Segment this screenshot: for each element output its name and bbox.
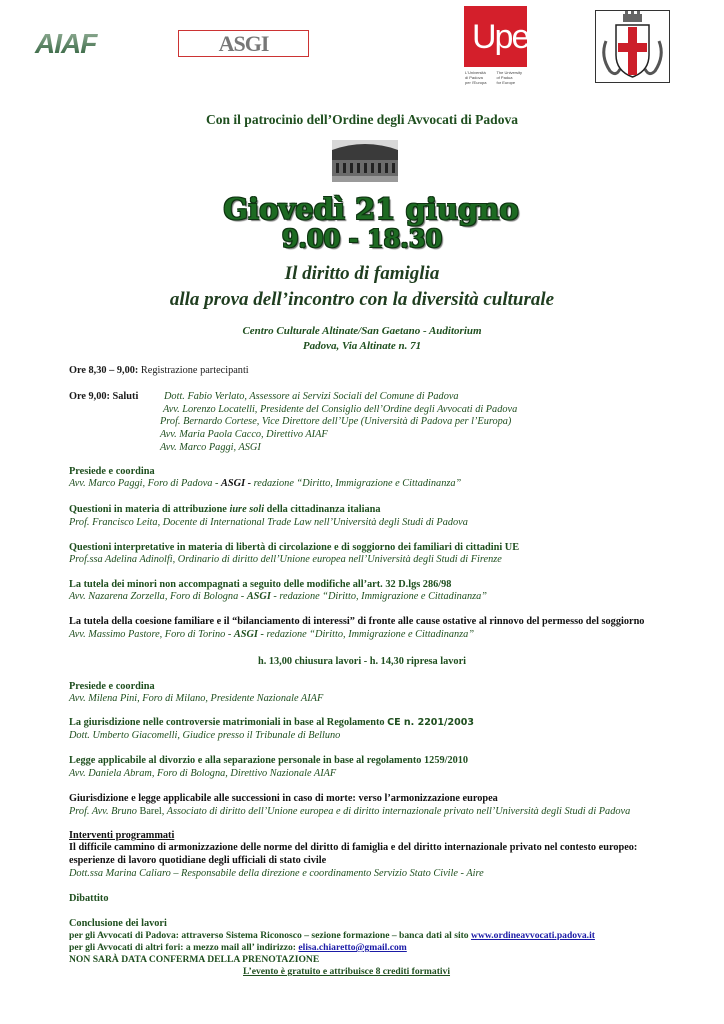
greeting-item: Dott. Fabio Verlato, Assessore ai Servizi Sociali del Comune di Padova (164, 391, 459, 402)
talk-speaker: Avv. Daniela Abram, Foro di Bologna, Direttivo Nazionale AIAF (69, 768, 337, 779)
chair-label-morning: Presiede e coordina (69, 466, 155, 477)
chair-morning: Avv. Marco Paggi, Foro di Padova - ASGI - redazione “Diritto, Immigrazione e Cittadinanza” (69, 478, 462, 489)
talk-title: La giurisdizione nelle controversie matrimoniali in base al Regolamento CE n. 2201/2003 (69, 717, 474, 728)
talk-title: Questioni interpretative in materia di libertà di circolazione e di soggiorno dei familiari di cittadini UE (69, 542, 520, 553)
talk-speaker: Avv. Nazarena Zorzella, Foro di Bologna - ASGI - redazione “Diritto, Immigrazione e Cittadinanza” (69, 591, 488, 602)
event-title-line2: alla prova dell’incontro con la diversità culturale (169, 289, 555, 310)
talk-title: La tutela della coesione familiare e il “bilanciamento di interessi” di fronte alle cause ostative al rinnovo del permesso del soggiorno (69, 616, 645, 627)
interventions-label: Interventi programmati (69, 830, 175, 841)
registration-line: Ore 8,30 – 9,00: Registrazione partecipanti (69, 365, 249, 376)
talk-title: La tutela dei minori non accompagnati a seguito delle modifiche all’art. 32 D.lgs 286/98 (69, 579, 452, 590)
svg-text:Upe: Upe (472, 18, 527, 56)
asgi-logo: ASGI (178, 30, 309, 57)
talk-speaker: Prof. Francisco Leita, Docente di International Trade Law nell’Università degli Studi di Padova (69, 517, 468, 528)
talk-title: Giurisdizione e legge applicabile alle successioni in caso di morte: verso l’armonizzazione europea (69, 793, 498, 804)
greetings-label: Ore 9,00: Saluti (69, 391, 139, 402)
talk-speaker: Prof.ssa Adelina Adinolfi, Ordinario di diritto dell’Unione europea nell’Università degli Studi di Firenze (69, 554, 502, 565)
building-photo (332, 140, 398, 182)
patronage-line: Con il patrocinio dell’Ordine degli Avvocati di Padova (206, 112, 518, 127)
greeting-item: Avv. Lorenzo Locatelli, Presidente del Consiglio dell’Ordine degli Avvocati di Padova (163, 404, 518, 415)
talk-speaker: Prof. Avv. Bruno Barel, Associato di diritto dell’Unione europea e di diritto internazionale privato nell’Università degli Studi di Padova (69, 806, 631, 817)
email-link[interactable]: elisa.chiaretto@gmail.com (298, 942, 407, 953)
no-confirmation-notice: NON SARÀ DATA CONFERMA DELLA PRENOTAZIONE (69, 954, 320, 965)
svg-text:AIAF: AIAF (35, 28, 97, 58)
talk-title: Legge applicabile al divorzio e alla separazione personale in base al regolamento 1259/2010 (69, 755, 469, 766)
venue-line1: Centro Culturale Altinate/San Gaetano - Auditorium (242, 325, 482, 337)
talk-speaker: Avv. Massimo Pastore, Foro di Torino - ASGI - redazione “Diritto, Immigrazione e Cittadinanza” (69, 629, 475, 640)
aiaf-logo (33, 28, 147, 58)
debate-label: Dibattito (69, 893, 109, 904)
chair-label-afternoon: Presiede e coordina (69, 681, 155, 692)
greeting-item: Avv. Marco Paggi, ASGI (160, 442, 261, 453)
lunch-break: h. 13,00 chiusura lavori - h. 14,30 ripresa lavori (257, 656, 467, 667)
event-time: 9.00 - 18.30 (281, 224, 443, 253)
upe-logo (464, 6, 527, 67)
talk-speaker: Dott. Umberto Giacomelli, Giudice presso il Tribunale di Belluno (69, 730, 341, 741)
interventions-title: esperienze di lavoro quotidiane degli ufficiali di stato civile (69, 855, 327, 866)
ordine-avvocati-link[interactable]: www.ordineavvocati.padova.it (471, 930, 595, 941)
interventions-title: Il difficile cammino di armonizzazione delle norme del diritto di famiglia e del diritto internazionale privato nel contesto europeo: (69, 842, 638, 853)
chair-afternoon: Avv. Milena Pini, Foro di Milano, Presidente Nazionale AIAF (69, 693, 324, 704)
greeting-item: Prof. Bernardo Cortese, Vice Direttore dell’Upe (Università di Padova per l’Europa) (160, 416, 512, 427)
event-title-line1: Il diritto di famiglia (284, 263, 440, 284)
free-event-notice: L’evento è gratuito e attribuisce 8 crediti formativi (243, 966, 451, 977)
talk-title: Questioni in materia di attribuzione iure soli della cittadinanza italiana (69, 504, 381, 515)
registration-other: per gli Avvocati di altri fori: a mezzo mail all’ indirizzo: elisa.chiaretto@gmail.com (69, 942, 407, 953)
upe-caption: L'Università di Padova per l'Europa The University of Padua for Europe (465, 70, 523, 85)
venue-line2: Padova, Via Altinate n. 71 (302, 340, 422, 352)
interventions-speaker: Dott.ssa Marina Caliaro – Responsabile della direzione e coordinamento Servizio Stato Civile - Aire (69, 868, 484, 879)
registration-padova: per gli Avvocati di Padova: attraverso Sistema Riconosco – sezione formazione – banca dati al sito www.ordineavvocati.padova.it (69, 930, 595, 941)
conclusion-label: Conclusione dei lavori (69, 918, 167, 929)
padova-coat-of-arms-icon (595, 10, 670, 83)
event-date: Giovedì 21 giugno (223, 192, 519, 226)
greeting-item: Avv. Maria Paola Cacco, Direttivo AIAF (160, 429, 328, 440)
